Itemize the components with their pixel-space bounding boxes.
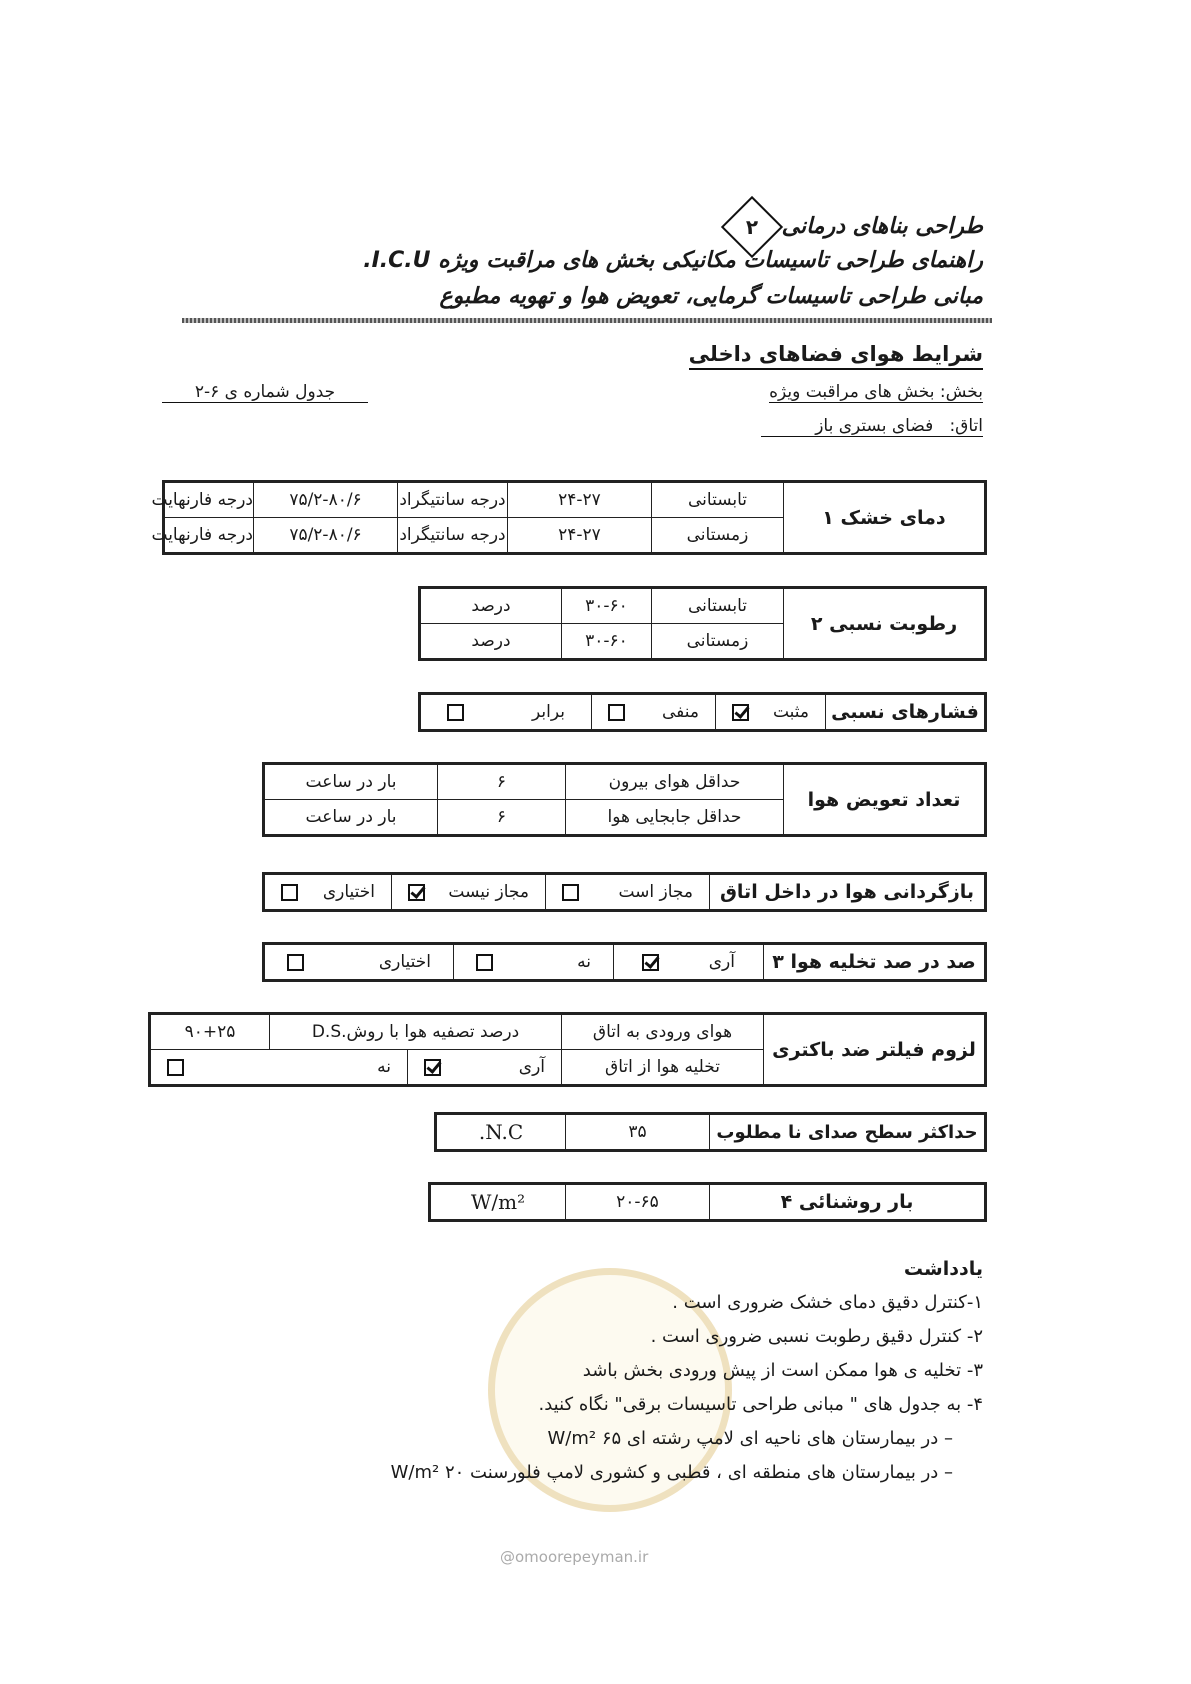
lighting-value: ۲۰-۶۵	[566, 1184, 710, 1221]
pressure-negative-label: منفی	[661, 702, 699, 722]
note-item: ۱-کنترل دقیق دمای خشک ضروری است .	[672, 1292, 983, 1313]
winter-season: زمستانی	[652, 518, 784, 554]
note-item: ۳- تخلیه ی هوا ممکن است از پیش ورودی بخش باشد	[582, 1360, 983, 1381]
min-air-displacement-unit: بار در ساعت	[264, 800, 438, 836]
summer-season: تابستانی	[652, 482, 784, 518]
winter-f-range: ۷۵/۲-۸۰/۶	[254, 518, 398, 554]
filter-efficiency-desc: درصد تصفیه هوا با روش.D.S	[270, 1014, 562, 1050]
filter-table	[148, 1012, 987, 1087]
lighting-unit: W/m²	[430, 1184, 566, 1221]
room-value: فضای بستری باز	[815, 416, 934, 436]
exhaust-yes-checkbox[interactable]	[642, 954, 659, 971]
note-item: ۴- به جدول های " مبانی طراحی تاسیسات برقی" نگاه کنید.	[538, 1394, 983, 1415]
section-label: بخش: بخش های مراقبت ویژه	[769, 382, 983, 402]
exhaust-table	[262, 942, 987, 982]
humidity-summer-season: تابستانی	[652, 588, 784, 624]
dry-temp-label: دمای خشک ۱	[784, 482, 986, 554]
noise-label: حداکثر سطح صدای نا مطلوب	[710, 1114, 986, 1151]
recirc-allowed-label: مجاز است	[618, 882, 693, 902]
filter-exhaust-no-label: نه	[377, 1057, 392, 1077]
winter-c-unit: درجه سانتیگراد	[398, 518, 508, 554]
min-air-displacement: حداقل جابجایی هوا	[566, 800, 784, 836]
exhaust-optional-label: اختیاری	[378, 952, 431, 972]
recirculation-table	[262, 872, 987, 912]
filter-inlet-air: هوای ورودی به اتاق	[562, 1014, 764, 1050]
pressure-table	[418, 692, 987, 732]
winter-c-range: ۲۴-۲۷	[508, 518, 652, 554]
humidity-label: رطوبت نسبی ۲	[784, 588, 986, 660]
recirc-allowed-checkbox[interactable]	[562, 884, 579, 901]
room-line	[761, 416, 983, 437]
summer-f-range: ۷۵/۲-۸۰/۶	[254, 482, 398, 518]
pressure-equal-checkbox[interactable]	[447, 704, 464, 721]
page-title: شرایط هوای فضاهای داخلی	[689, 342, 983, 370]
exhaust-no-label: نه	[577, 952, 591, 972]
header-line-3: مبانی طراحی تاسیسات گرمایی، تعویض هوا و تهویه مطبوع	[439, 284, 983, 309]
summer-f-unit: درجه فارنهایت	[164, 482, 254, 518]
pressure-positive-label: مثبت	[772, 702, 809, 722]
watermark-text: @omoorepeyman.ir	[500, 1548, 649, 1566]
lighting-label: بار روشنائی ۴	[710, 1184, 986, 1221]
humidity-winter-range: ۳۰-۶۰	[562, 624, 652, 660]
note-item: ۲- کنترل دقیق رطوبت نسبی ضروری است .	[650, 1326, 983, 1347]
recirc-not-allowed-checkbox[interactable]	[408, 884, 425, 901]
pressure-negative-checkbox[interactable]	[608, 704, 625, 721]
chapter-number: ۲	[745, 215, 759, 239]
header-title: طراحی بناهای درمانی	[781, 214, 983, 239]
humidity-winter-unit: درصد	[420, 624, 562, 660]
air-change-table	[262, 762, 987, 837]
lighting-table	[428, 1182, 987, 1222]
recirc-not-allowed-label: مجاز نیست	[448, 882, 529, 902]
pressure-equal-label: برابر	[532, 702, 565, 722]
filter-label: لزوم فیلتر ضد باکتری	[764, 1014, 986, 1086]
notes-section	[163, 1258, 983, 1496]
winter-f-unit: درجه فارنهایت	[164, 518, 254, 554]
note-subitem: – در بیمارستان های ناحیه ای لامپ رشته ای ۶۵ W/m²	[547, 1428, 953, 1449]
humidity-table	[418, 586, 987, 661]
room-label: اتاق:	[949, 416, 983, 436]
dry-temp-table	[151, 480, 987, 555]
exhaust-optional-checkbox[interactable]	[287, 954, 304, 971]
filter-exhaust-yes-label: آری	[518, 1057, 546, 1077]
pressure-positive-checkbox[interactable]	[732, 704, 749, 721]
filter-room-exhaust: تخلیه هوا از اتاق	[562, 1050, 764, 1086]
min-outside-air-value: ۶	[438, 764, 566, 800]
humidity-winter-season: زمستانی	[652, 624, 784, 660]
min-outside-air-unit: بار در ساعت	[264, 764, 438, 800]
noise-value: ۳۵	[566, 1114, 710, 1151]
humidity-summer-range: ۳۰-۶۰	[562, 588, 652, 624]
exhaust-label: صد در صد تخلیه هوا ۳	[764, 944, 986, 981]
pressure-label: فشارهای نسبی	[826, 694, 986, 731]
min-air-displacement-value: ۶	[438, 800, 566, 836]
filter-efficiency-value: ۹۰+۲۵	[150, 1014, 270, 1050]
recirculation-label: بازگردانی هوا در داخل اتاق	[710, 874, 986, 911]
noise-unit: N.C.	[436, 1114, 566, 1151]
table-number: جدول شماره ی ۶-۲	[162, 382, 368, 403]
summer-c-unit: درجه سانتیگراد	[398, 482, 508, 518]
header-line-1	[718, 205, 983, 249]
exhaust-yes-label: آری	[708, 952, 735, 972]
filter-exhaust-yes-checkbox[interactable]	[424, 1059, 441, 1076]
min-outside-air: حداقل هوای بیرون	[566, 764, 784, 800]
humidity-summer-unit: درصد	[420, 588, 562, 624]
recirc-optional-checkbox[interactable]	[281, 884, 298, 901]
notes-heading: یادداشت	[903, 1258, 983, 1280]
note-subitem: – در بیمارستان های منطقه ای ، قطبی و کشوری لامپ فلورسنت ۲۰ W/m²	[390, 1462, 953, 1483]
header-line-2: راهنمای طراحی تاسیسات مکانیکی بخش های مراقبت ویژه I.C.U.	[363, 248, 983, 273]
summer-c-range: ۲۴-۲۷	[508, 482, 652, 518]
exhaust-no-checkbox[interactable]	[476, 954, 493, 971]
noise-table	[434, 1112, 987, 1152]
recirc-optional-label: اختیاری	[322, 882, 375, 902]
filter-exhaust-no-checkbox[interactable]	[167, 1059, 184, 1076]
air-change-label: تعداد تعویض هوا	[784, 764, 986, 836]
header-divider	[182, 318, 992, 323]
